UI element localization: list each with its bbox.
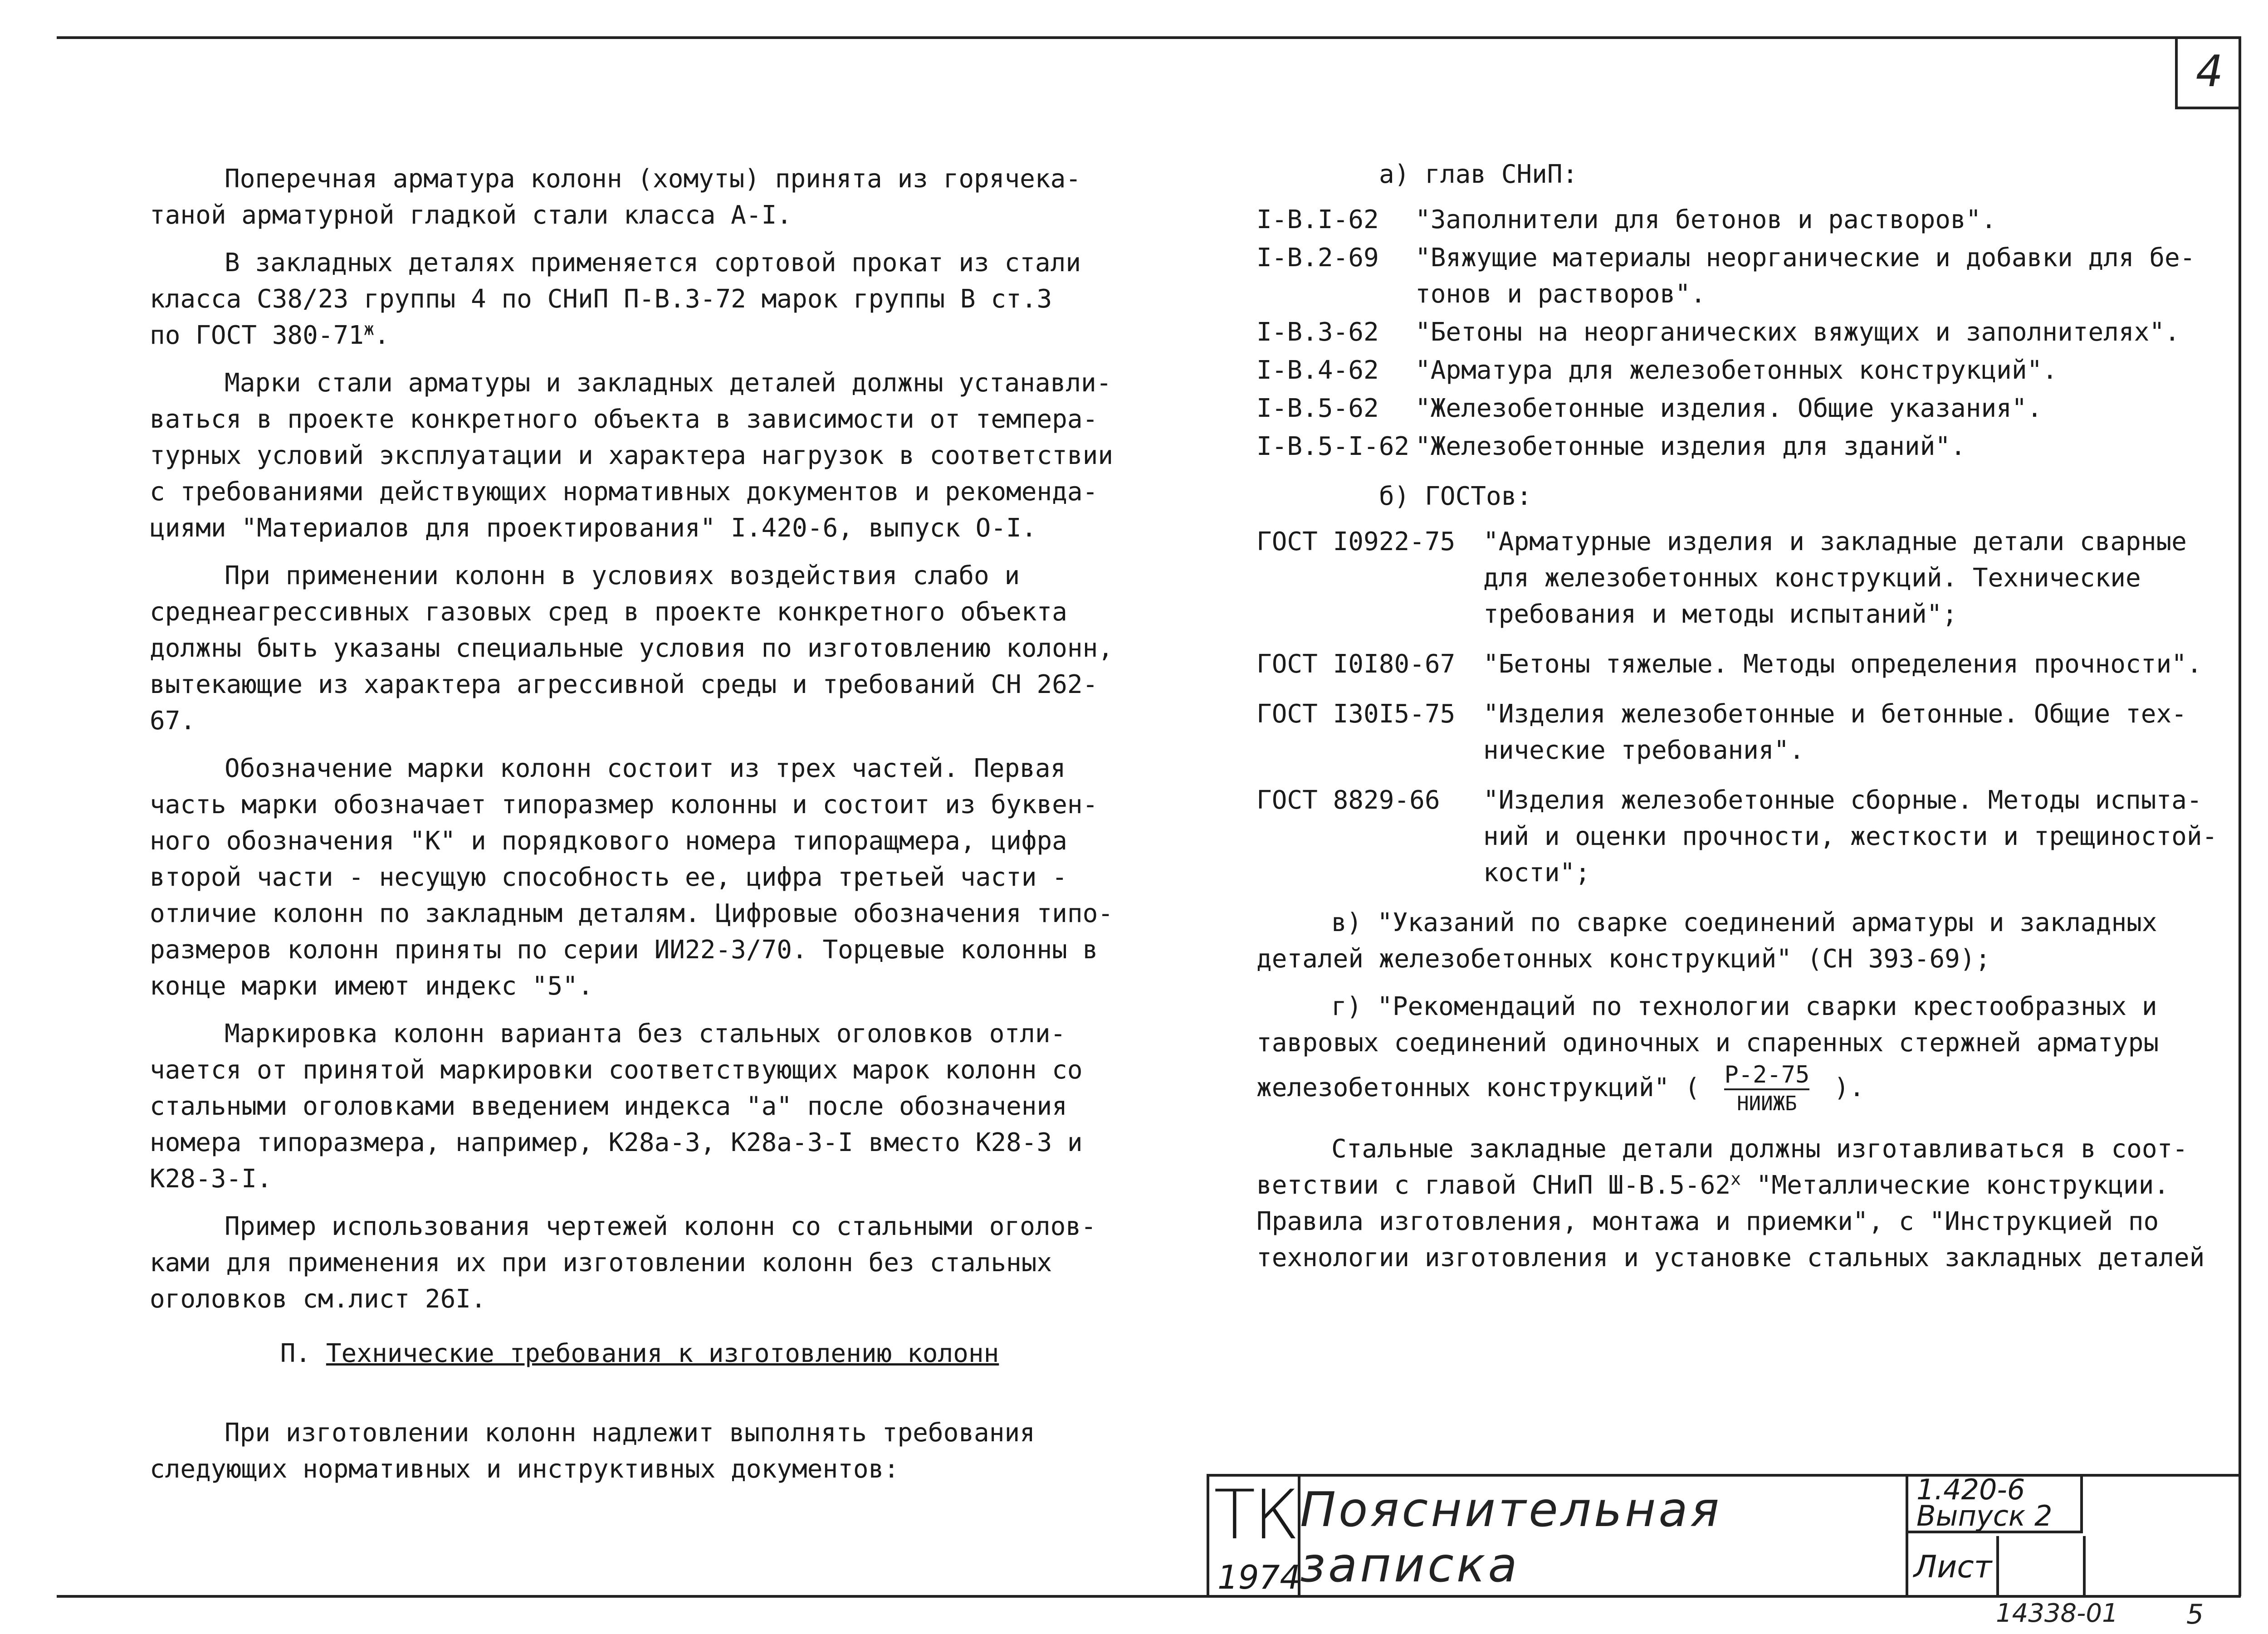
list-item: ГОСТ I30I5-75 "Изделия железобетонные и бетонные. Общие тех-нические требования". [1256,699,2187,765]
stamp-year: 1974 [1217,1558,1301,1596]
paragraph-steel-embedded-parts: Стальные закладные детали должны изготавливаться в соот- ветствии с главой СНиП $Ш-В.5-62^х$ "Металлические конструкции. Правила изготовления, монтажа и приемки", с "Инструкцией по технологии изготовления и установке стальных закладных деталей [1256,1134,2205,1273]
paragraph-transverse-reinforcement: Поперечная арматура колонн (хомуты) принята из горячека- таной арматурной гладкой стали класса А-I. [150,164,1081,230]
title-block [1207,1474,2241,1598]
gost-list [1256,524,2232,891]
left-column [150,161,1129,1499]
paragraph-welding-recommendations: г) "Рекомендаций по технологии сварки крестообразных и тавровых соединений одиночных и спаренных стержней арматуры железобетонных конструкций" ( $\frac{Р-2-75}{\text{НИИЖБ}}$ ). [1256,989,2232,1117]
archive-code: 14338-01 [1996,1599,2118,1628]
paragraph-aggressive-environment: При применении колонн в условиях воздействия слабо и среднеагрессивных газовых сред в проекте конкретного объекта должны быть указаны специальные условия по изготовлению колонн, вытекающие из характера агрессивной среды и требований СН 262-67. [150,561,1114,736]
paragraph-variant-marking: Маркировка колонн варианта без стальных оголовков отли- чается от принятой маркировки соответствующих марок колонн со стальными оголовками введением индекса "а" после обозначения номера типоразмера, например, К28а-3, К28а-3-I вместо К28-3 и К28-3-I. [150,1019,1083,1194]
page-number: 5 [2186,1599,2204,1630]
list-item: ГОСТ 8829-66 "Изделия железобетонные сборные. Методы испыта-ний и оценки прочности, жесткости и трещиностой-кости"; [1256,785,2218,888]
tk-logo: ТК 1974 [1209,1477,1300,1598]
list-item: I-В.5-I-62 "Железобетонные изделия для зданий". [1256,432,1966,461]
sheet-label: Лист [1908,1536,1999,1598]
fraction: $\frac{Р-2-75}{\text{НИИЖБ}}$ [1724,1061,1810,1115]
frame-right-line [2239,36,2241,1596]
sheet-number: 4 [2195,46,2224,97]
list-item: I-В.3-62 "Бетоны на неорганических вяжущих и заполнителях". [1256,317,2180,347]
list-item: ГОСТ I0I80-67 "Бетоны тяжелые. Методы определения прочности". [1256,649,2202,679]
list-item: I-В.4-62 "Арматура для железобетонных конструкций". [1256,356,2058,385]
sheet-number-cell [2002,1536,2086,1598]
snip-heading: а) глав СНиП: [1379,160,1578,189]
paragraph-steel-grades: Марки стали арматуры и закладных деталей должны устанавли- ваться в проекте конкретного объекта в зависимости от темпера- турных условий эксплуатации и характера нагрузок в соответствии с требованиями действующих нормативных документов и рекоменда- циями "Материалов для проектирования" I.420-6, выпуск О-I. [150,368,1114,543]
series-cell: 1.420-6 Выпуск 2 [1908,1477,2083,1533]
frame-top-line [57,36,2241,39]
list-item: I-В.2-69 "Вяжущие материалы неорганические и добавки для бе-тонов и растворов". [1256,243,2195,309]
stamp-meta [1906,1473,2244,1598]
list-item: I-В.I-62 "Заполнители для бетонов и растворов". [1256,205,1997,234]
paragraph-drawing-usage: Пример использования чертежей колонн со стальными оголов- ками для применения их при изготовлении колонн без стальных оголовков см.лист 26I. [150,1212,1096,1314]
paragraph-embedded-parts-steel: В закладных деталях применяется сортовой прокат из стали класса С38/23 группы 4 по СНиП П-В.3-72 марок группы В ст.3 по ГОСТ $380-71^ж$. [150,248,1081,350]
paragraph-column-marking: Обозначение марки колонн состоит из трех частей. Первая часть марки обозначает типоразмер колонны и состоит из буквен- ного обозначения "К" и порядкового номера типоращмера, цифра второй части - несущую способность ее, цифра третьей части - отличие колонн по закладным деталям. Цифровые обозначения типо- размеров колонн приняты по серии ИИ22-3/70. Торцевые колонны в конце марки имеют индекс "5". [150,754,1114,1001]
section-title: Технические требования к изготовлению колонн [326,1339,999,1368]
list-item: ГОСТ I0922-75 "Арматурные изделия и закладные детали сварные для железобетонных конструкций. Технические требования и методы испытаний"; [1256,527,2187,629]
list-item: I-В.5-62 "Железобетонные изделия. Общие указания". [1256,394,2043,423]
document-title: Пояснительная записка [1300,1482,1722,1593]
gost-heading: б) ГОСТов: [1379,482,1532,511]
paragraph-requirements-intro: При изготовлении колонн надлежит выполнять требования следующих нормативных и инструктивных документов: [150,1418,1035,1484]
snip-list [1256,202,2232,465]
sheet-number-box [2175,36,2241,109]
right-column [1256,156,2232,1288]
paragraph-welding-instructions: в) "Указаний по сварке соединений арматуры и закладных деталей железобетонных конструкций" (СН 393-69); [1256,908,2157,974]
section-heading: П. Технические требования к изготовлению колонн [280,1339,999,1368]
